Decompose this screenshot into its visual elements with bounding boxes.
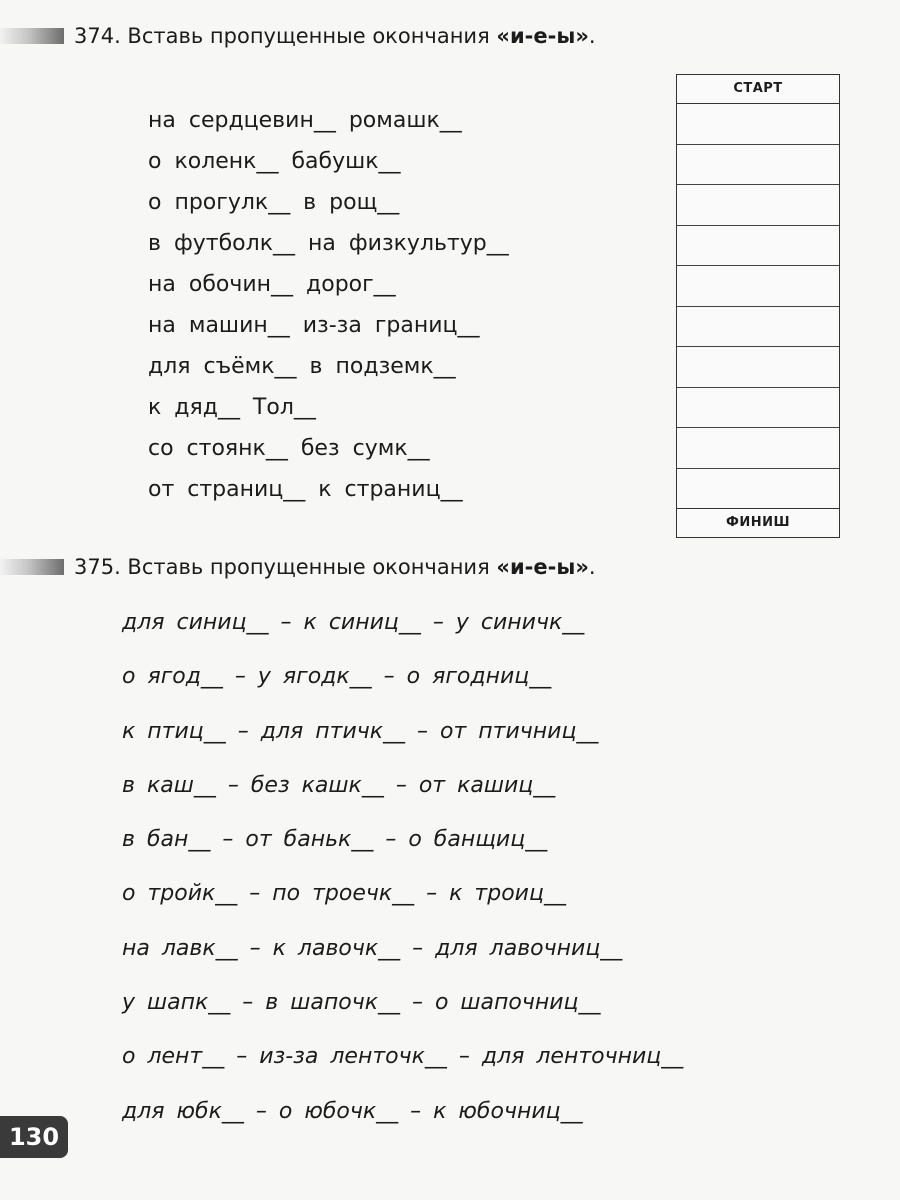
exercise-374-line: на машин__ из-за границ__ [148, 313, 480, 338]
exercise-375-line: о лент__ – из-за ленточк__ – для ленточниц__ [122, 1044, 684, 1070]
exercise-375-endings: «и-е-ы» [496, 555, 589, 579]
exercise-375-line: к птиц__ – для птичк__ – от птичниц__ [122, 718, 599, 744]
grid-start-label: СТАРТ [733, 81, 783, 96]
grid-answer-cell[interactable] [677, 104, 839, 145]
start-finish-grid [676, 74, 840, 538]
grid-answer-cell[interactable] [677, 388, 839, 429]
grid-answer-cell[interactable] [677, 428, 839, 469]
exercise-374-endings: «и-е-ы» [496, 24, 589, 48]
exercise-375-header [0, 549, 596, 585]
exercise-375-end-punct: . [588, 555, 596, 579]
exercise-374-instruction: 374. Вставь пропущенные окончания [74, 24, 497, 48]
grid-answer-cell[interactable] [677, 266, 839, 307]
exercise-375-line: в каш__ – без кашк__ – от кашиц__ [122, 772, 556, 798]
exercise-375-title [74, 555, 596, 579]
header-bar-decoration [0, 28, 64, 44]
exercise-374-line: на обочин__ дорог__ [148, 272, 396, 297]
grid-answer-cell[interactable] [677, 307, 839, 348]
exercise-375-line: на лавк__ – к лавочк__ – для лавочниц__ [122, 935, 623, 961]
exercise-374-header [0, 18, 596, 54]
exercise-375-line: о ягод__ – у ягодк__ – о ягодниц__ [122, 664, 552, 690]
exercise-374-title [74, 24, 596, 48]
exercise-374-line: для съёмк__ в подземк__ [148, 354, 456, 379]
grid-answer-cell[interactable] [677, 185, 839, 226]
exercise-374-line: на сердцевин__ ромашк__ [148, 108, 462, 133]
exercise-374-end-punct: . [588, 24, 596, 48]
exercise-375-line: у шапк__ – в шапочк__ – о шапочниц__ [122, 990, 601, 1016]
exercise-374-line: со стоянк__ без сумк__ [148, 436, 430, 461]
exercise-374-line: к дяд__ Тол__ [148, 395, 316, 420]
exercise-375-line: для юбк__ – о юбочк__ – к юбочниц__ [122, 1098, 583, 1124]
page-number: 130 [0, 1116, 68, 1158]
exercise-375-line: в бан__ – от баньк__ – о банщиц__ [122, 827, 548, 853]
exercise-375-instruction: 375. Вставь пропущенные окончания [74, 555, 497, 579]
exercise-374-line: о коленк__ бабушк__ [148, 149, 401, 174]
exercise-374-list [148, 100, 509, 510]
exercise-375-line: о тройк__ – по троечк__ – к троиц__ [122, 881, 566, 907]
exercise-375-line: для синиц__ – к синиц__ – у синичк__ [122, 610, 585, 635]
exercise-374-line: в футболк__ на физкультур__ [148, 231, 509, 256]
grid-answer-cell[interactable] [677, 347, 839, 388]
grid-cells [677, 103, 839, 509]
exercise-374-line: о прогулк__ в рощ__ [148, 190, 400, 215]
exercise-375-list [122, 596, 683, 1139]
grid-answer-cell[interactable] [677, 469, 839, 509]
grid-finish-label: ФИНИШ [725, 515, 791, 530]
header-bar-decoration [0, 559, 64, 575]
grid-answer-cell[interactable] [677, 226, 839, 267]
exercise-374-line: от страниц__ к страниц__ [148, 477, 463, 502]
grid-answer-cell[interactable] [677, 145, 839, 186]
